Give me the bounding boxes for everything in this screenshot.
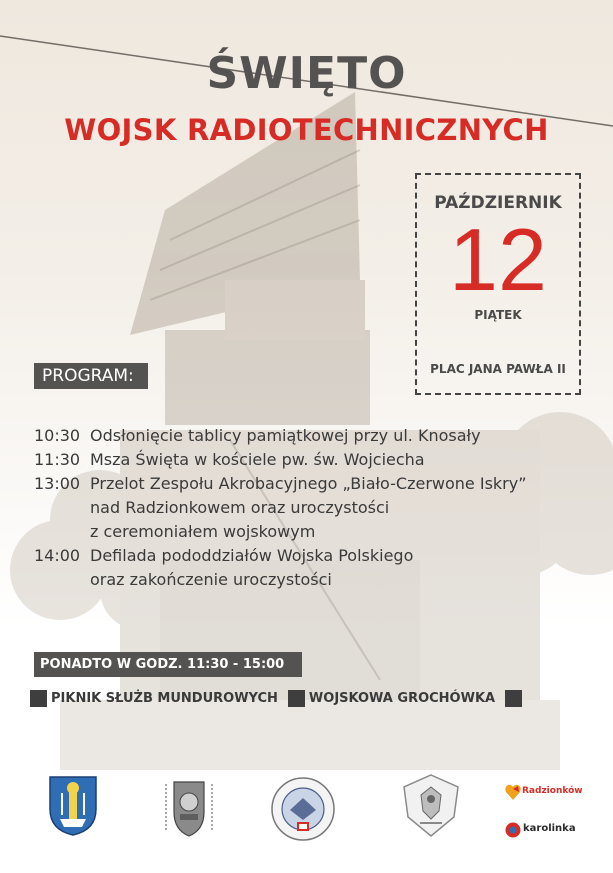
radzionkow-logo-text: Radzionków (522, 786, 583, 796)
program-label: PROGRAM: (34, 363, 148, 389)
schedule-text: Przelot Zespołu Akrobacyjnego „Biało-Czerwone Iskry” (90, 474, 527, 493)
radiotechnical-troops-emblem-logo (270, 776, 336, 842)
date-weekday: PIĄTEK (474, 308, 522, 322)
schedule-item (34, 472, 604, 496)
schedule-item (34, 424, 604, 448)
date-box (415, 173, 581, 395)
square-bullet-icon (288, 690, 305, 707)
extra-event-item: WOJSKOWA GROCHÓWKA (308, 690, 496, 706)
date-place: PLAC JANA PAWŁA II (430, 362, 566, 376)
radzionkow-coat-of-arms-logo (48, 775, 98, 837)
veterans-association-logo (160, 778, 218, 840)
square-bullet-icon (505, 690, 522, 707)
radzionkow-heart-icon (505, 783, 521, 801)
schedule-item (34, 448, 604, 472)
date-day: 12 (449, 210, 547, 309)
schedule-time: 10:30 (34, 426, 81, 445)
schedule-time: 14:00 (34, 546, 81, 565)
schedule-text-continued: nad Radzionkowem oraz uroczystości (90, 498, 390, 517)
schedule-time: 11:30 (34, 450, 81, 469)
schedule-time: 13:00 (34, 474, 81, 493)
schedule-text: Defilada pododdziałów Wojska Polskiego (90, 546, 414, 565)
square-bullet-icon (30, 690, 47, 707)
karolinka-circle-icon (505, 822, 521, 838)
poster-title: ŚWIĘTO (206, 48, 407, 99)
karolinka-logo-text: karolinka (523, 823, 576, 834)
program-schedule (34, 424, 604, 592)
date-month: PAŹDZIERNIK (434, 193, 562, 213)
schedule-text-continued: z ceremoniałem wojskowym (90, 522, 316, 541)
extra-events-banner: PONADTO W GODZ. 11:30 - 15:00 (34, 652, 302, 677)
extra-events-list (30, 688, 522, 708)
karolinka-culture-center-logo (505, 820, 575, 842)
military-eagle-emblem-logo (400, 773, 462, 839)
poster-subtitle: WOJSK RADIOTECHNICZNYCH (64, 113, 549, 147)
schedule-item (34, 544, 604, 568)
schedule-text-continued: oraz zakończenie uroczystości (90, 570, 332, 589)
radzionkow-city-logo (505, 783, 583, 807)
schedule-text: Odsłonięcie tablicy pamiątkowej przy ul. Knosały (90, 426, 481, 445)
schedule-text: Msza Święta w kościele pw. św. Wojciecha (90, 450, 425, 469)
extra-event-item: PIKNIK SŁUŻB MUNDUROWYCH (51, 690, 278, 706)
